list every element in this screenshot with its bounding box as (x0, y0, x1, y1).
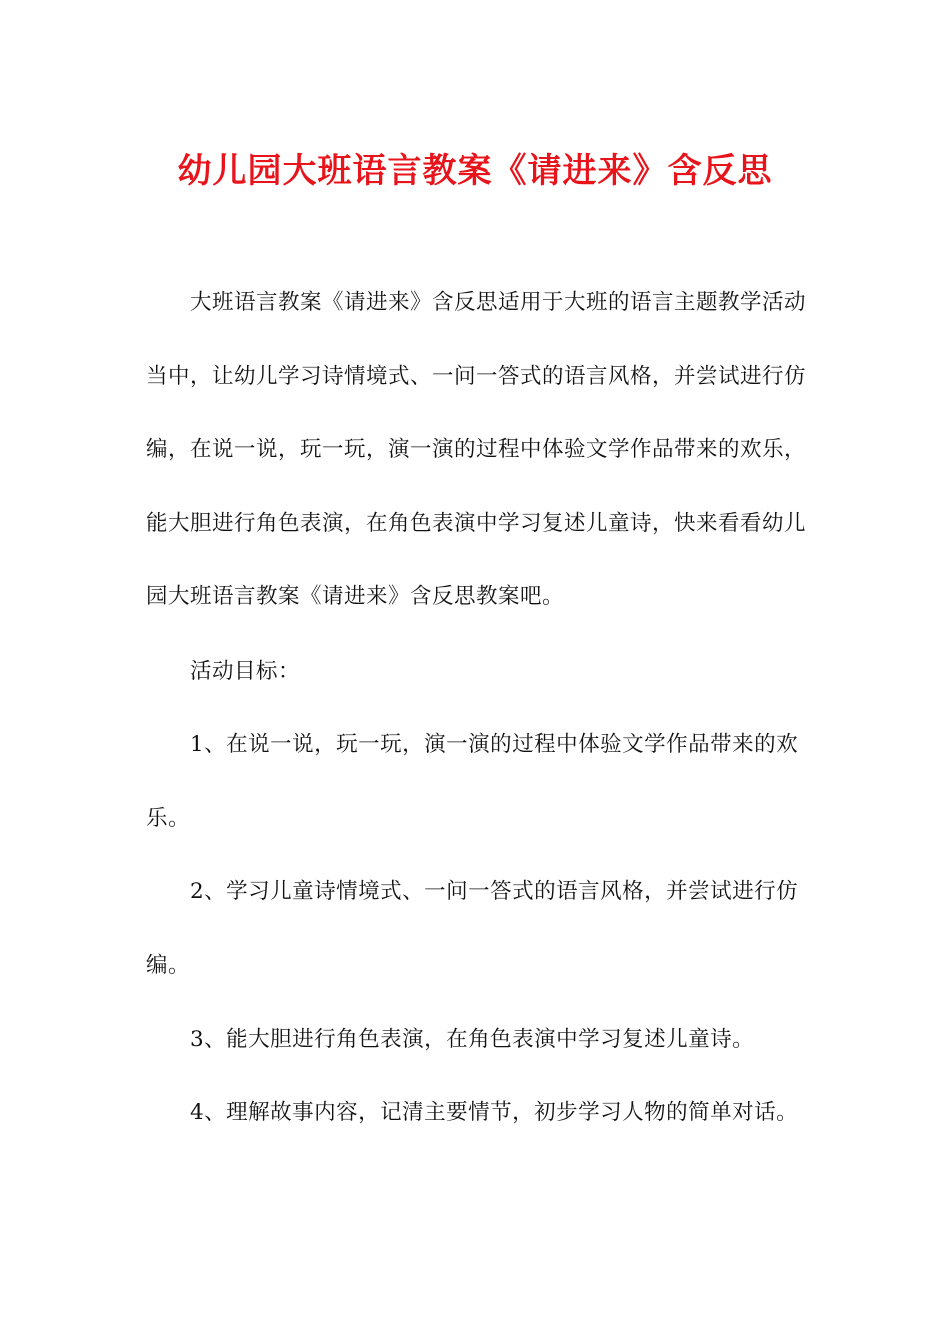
goal-item: 3、能大胆进行角色表演，在角色表演中学习复述儿童诗。 (190, 1027, 755, 1052)
goal-item-4-block (146, 1076, 806, 1150)
goals-heading: 活动目标： (190, 659, 301, 684)
goal-item-3-block (146, 1003, 806, 1077)
goal-item-2-block (146, 855, 806, 1002)
goals-heading-block (146, 635, 806, 709)
goal-item: 1、在说一说，玩一玩，演一演的过程中体验文学作品带来的欢乐。 (146, 732, 799, 831)
document-title: 幼儿园大班语言教案《请进来》含反思 (177, 151, 773, 191)
goal-item: 2、学习儿童诗情境式、一问一答式的语言风格，并尝试进行仿编。 (146, 879, 799, 978)
intro-paragraph: 大班语言教案《请进来》含反思适用于大班的语言主题教学活动当中，让幼儿学习诗情境式、一问一答式的语言风格，并尝试进行仿编，在说一说，玩一玩，演一演的过程中体验文学作品带来的欢乐，能大胆进行角色表演，在角色表演中学习复述儿童诗，快来看看幼儿园大班语言教案《请进来》含反思教案吧。 (146, 290, 807, 610)
goal-item: 4、理解故事内容，记清主要情节，初步学习人物的简单对话。 (190, 1100, 799, 1125)
goal-item-1-block (146, 708, 806, 855)
intro-paragraph-block (146, 266, 806, 634)
